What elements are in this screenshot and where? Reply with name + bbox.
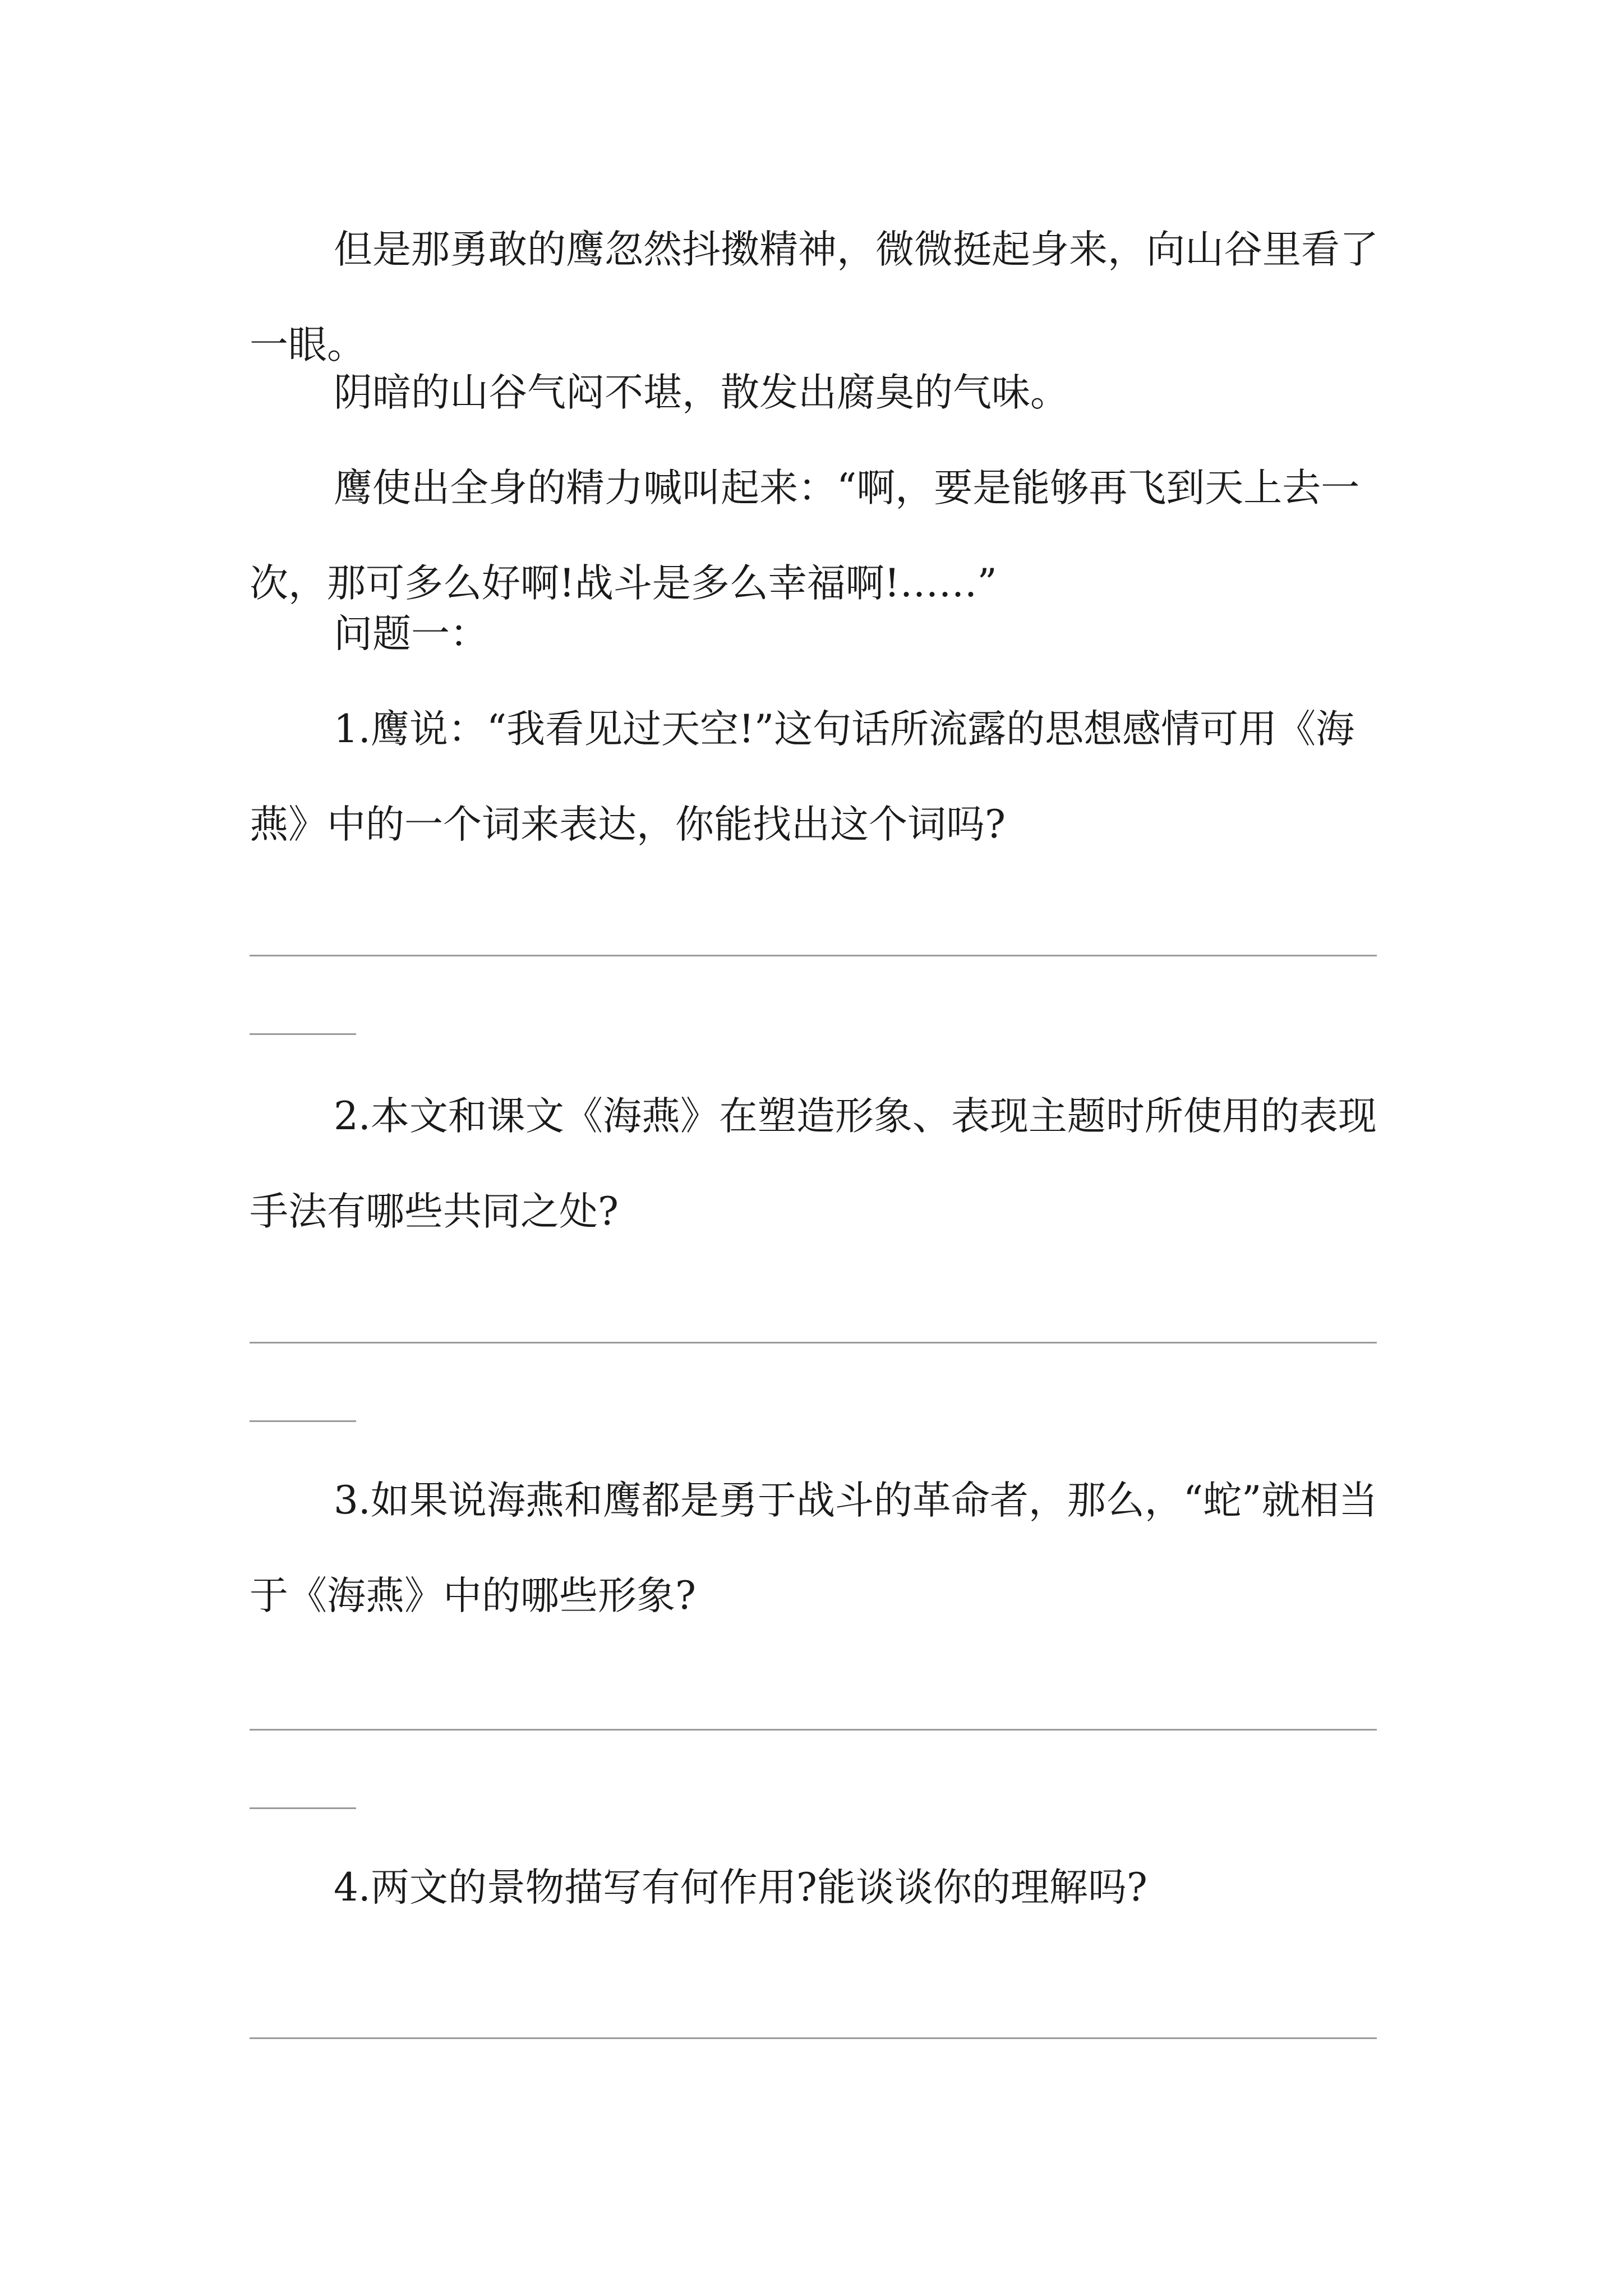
question-1: 1.鹰说：“我看见过天空!”这句话所流露的思想感情可用《海燕》中的一个词来表达，你能找出这个词吗?	[250, 707, 1355, 847]
answer-line-3[interactable]	[250, 1729, 1377, 1731]
question-4: 4.两文的景物描写有何作用?能谈谈你的理解吗?	[334, 1865, 1147, 1910]
answer-line-1[interactable]	[250, 955, 1377, 956]
passage-paragraph-1: 但是那勇敢的鹰忽然抖擞精神，微微挺起身来，向山谷里看了一眼。	[250, 227, 1378, 367]
question-2: 2.本文和课文《海燕》在塑造形象、表现主题时所使用的表现手法有哪些共同之处?	[250, 1094, 1377, 1234]
answer-line-2-continuation[interactable]	[250, 1420, 356, 1422]
answer-line-4[interactable]	[250, 2037, 1377, 2039]
question-3: 3.如果说海燕和鹰都是勇于战斗的革命者，那么，“蛇”就相当于《海燕》中的哪些形象?	[250, 1478, 1378, 1618]
answer-line-3-continuation[interactable]	[250, 1807, 356, 1809]
passage-paragraph-3: 鹰使出全身的精力喊叫起来：“啊，要是能够再飞到天上去一次，那可多么好啊!战斗是多么幸福啊!……”	[250, 466, 1360, 606]
passage-paragraph-2: 阴暗的山谷气闷不堪，散发出腐臭的气味。	[334, 370, 1069, 415]
questions-heading: 问题一：	[334, 611, 488, 656]
answer-line-1-continuation[interactable]	[250, 1033, 356, 1035]
answer-line-2[interactable]	[250, 1342, 1377, 1343]
